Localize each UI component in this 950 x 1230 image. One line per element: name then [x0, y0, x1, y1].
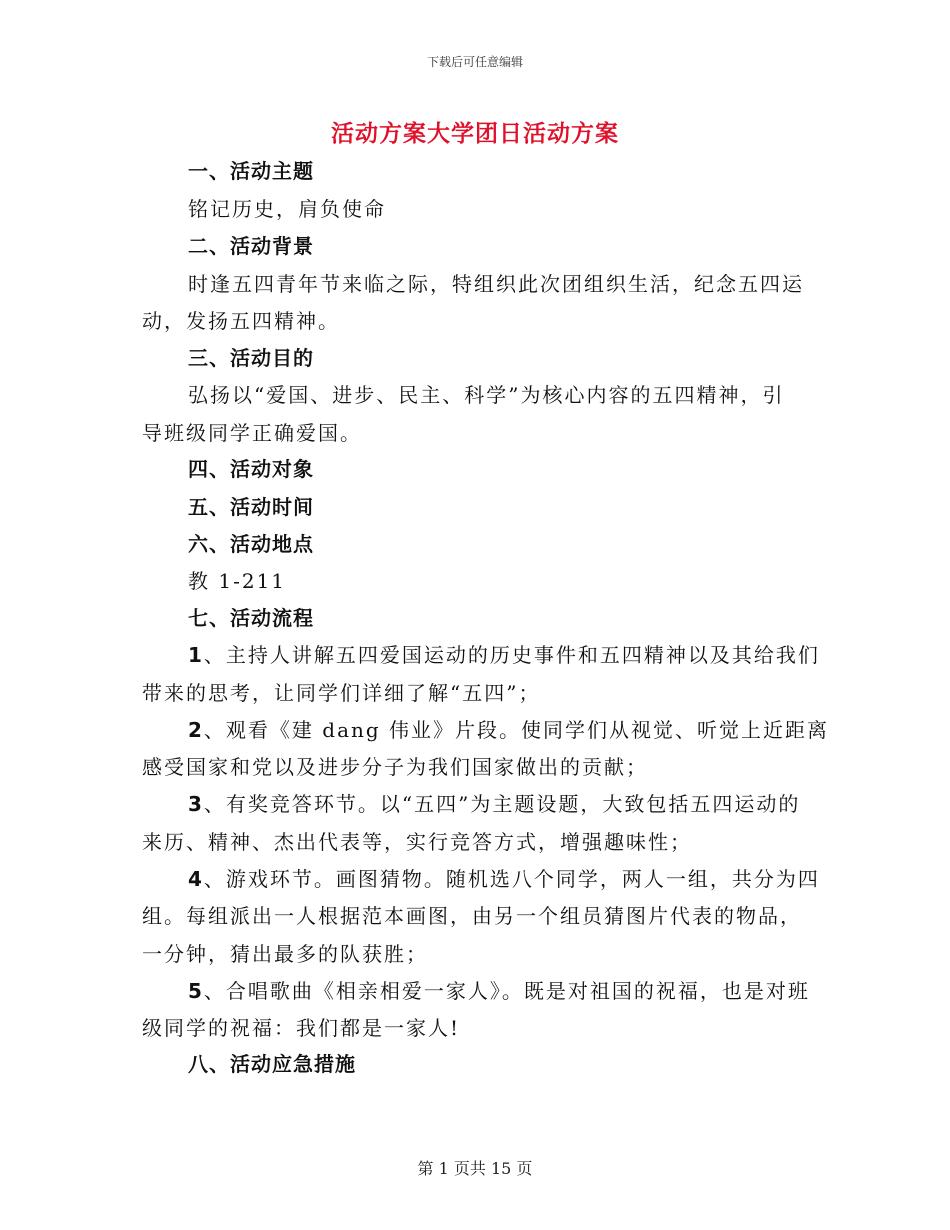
- process-item-2-line2: 感受国家和党以及进步分子为我们国家做出的贡献；: [142, 755, 648, 779]
- process-item-3-line2: 来历、精神、杰出代表等，实行竞答方式，增强趣味性；: [142, 830, 692, 854]
- process-item-text: 、有奖竞答环节。以“五四”为主题设题，大致包括五四运动的: [203, 792, 801, 816]
- section-body-purpose-line1: 弘扬以“爱国、进步、民主、科学”为核心内容的五四精神，引: [188, 383, 785, 407]
- section-heading-theme: 一、活动主题: [188, 159, 314, 183]
- section-heading-purpose: 三、活动目的: [188, 346, 314, 370]
- process-item-number: 2: [188, 718, 204, 742]
- process-item-4-line3: 一分钟，猜出最多的队获胜；: [142, 942, 428, 966]
- process-item-text: 、游戏环节。画图猜物。随机选八个同学，两人一组，共分为四: [203, 867, 820, 891]
- process-item-number: 3: [188, 792, 204, 816]
- section-heading-participants: 四、活动对象: [188, 457, 314, 481]
- process-item-number: 5: [188, 979, 204, 1003]
- document-title: 活动方案大学团日活动方案: [331, 120, 619, 147]
- section-heading-process: 七、活动流程: [188, 606, 314, 630]
- process-item-text: 、合唱歌曲《相亲相爱一家人》。既是对祖国的祝福，也是对班: [203, 979, 810, 1003]
- process-item-1-line1: [188, 639, 820, 668]
- section-body-location: 教 1-211: [188, 569, 287, 593]
- section-heading-location: 六、活动地点: [188, 532, 314, 556]
- process-item-5-line1: [188, 975, 810, 1004]
- section-body-background-line2: 动，发扬五四精神。: [142, 309, 340, 333]
- process-item-number: 4: [188, 867, 204, 891]
- process-item-5-line2: 级同学的祝福：我们都是一家人!: [142, 1016, 461, 1040]
- page-header-note: 下载后可任意编辑: [426, 55, 523, 69]
- process-item-4-line2: 组。每组派出一人根据范本画图，由另一个组员猜图片代表的物品，: [142, 904, 802, 928]
- process-item-3-line1: [188, 788, 800, 817]
- page-number: 第 1 页共 15 页: [417, 1159, 533, 1178]
- section-heading-emergency: 八、活动应急措施: [188, 1052, 356, 1076]
- process-item-text: 、主持人讲解五四爱国运动的历史事件和五四精神以及其给我们: [203, 643, 820, 667]
- process-item-text: 、观看《建 dang 伟业》片段。使同学们从视觉、听觉上近距离: [203, 718, 830, 742]
- section-body-purpose-line2: 导班级同学正确爱国。: [142, 421, 362, 445]
- process-item-2-line1: [188, 714, 829, 743]
- section-body-background-line1: 时逢五四青年节来临之际，特组织此次团组织生活，纪念五四运: [188, 272, 804, 296]
- process-item-1-line2: 带来的思考，让同学们详细了解“五四”；: [142, 681, 541, 705]
- process-item-number: 1: [188, 643, 204, 667]
- section-heading-time: 五、活动时间: [188, 495, 314, 519]
- section-body-theme: 铭记历史，肩负使命: [188, 197, 386, 221]
- section-heading-background: 二、活动背景: [188, 234, 314, 258]
- process-item-4-line1: [188, 863, 820, 892]
